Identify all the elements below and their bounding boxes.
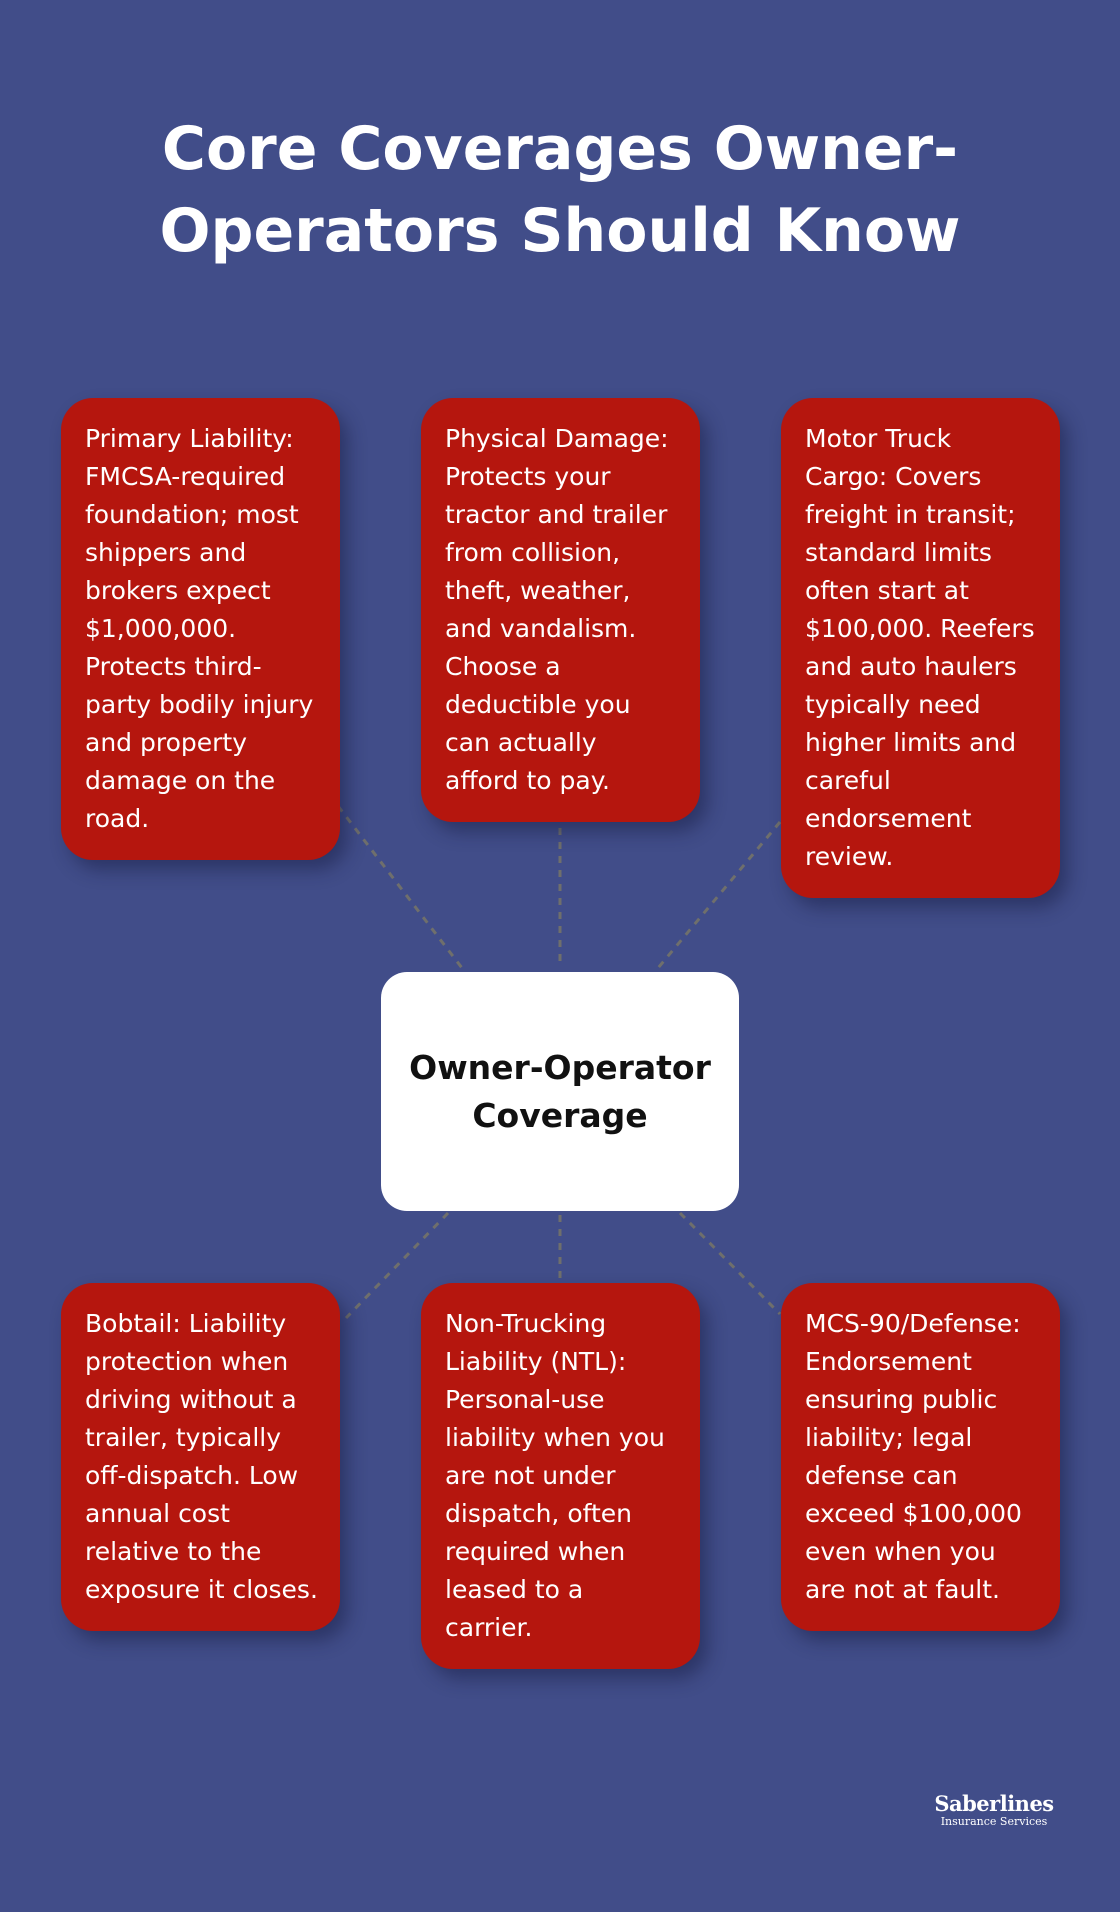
coverage-card-physical-damage: Physical Damage: Protects your tractor and trailer from collision, theft, weather, and vandalism. Choose a deductible you can actually afford to pay.: [421, 398, 700, 822]
page-title: Core Coverages Owner-Operators Should Know: [159, 114, 961, 266]
coverage-card-motor-truck-cargo: Motor Truck Cargo: Covers freight in transit; standard limits often start at $100,000. Reefers and auto haulers typically need higher limits and careful endorsement review.: [781, 398, 1060, 898]
coverage-card-primary-liability: Primary Liability: FMCSA-required foundation; most shippers and brokers expect $1,000,000. Protects third-party bodily injury and property damage on the road.: [61, 398, 340, 860]
coverage-card-non-trucking-liability: Non-Trucking Liability (NTL): Personal-use liability when you are not under dispatch, often required when leased to a carrier.: [421, 1283, 700, 1669]
connector-top-right: [658, 822, 780, 968]
center-label: Owner-Operator Coverage: [409, 1047, 711, 1135]
brand-logo: [930, 1793, 1058, 1829]
brand-name: Saberlines: [934, 1791, 1054, 1816]
connector-top-left: [338, 806, 462, 968]
coverage-card-mcs-90-defense: MCS-90/Defense: Endorsement ensuring public liability; legal defense can exceed $100,000 even when you are not at fault.: [781, 1283, 1060, 1631]
center-node: [381, 972, 739, 1211]
coverage-card-bobtail: Bobtail: Liability protection when driving without a trailer, typically off-dispatch. Low annual cost relative to the exposure it closes.: [61, 1283, 340, 1631]
brand-subtitle: Insurance Services: [940, 1815, 1048, 1828]
